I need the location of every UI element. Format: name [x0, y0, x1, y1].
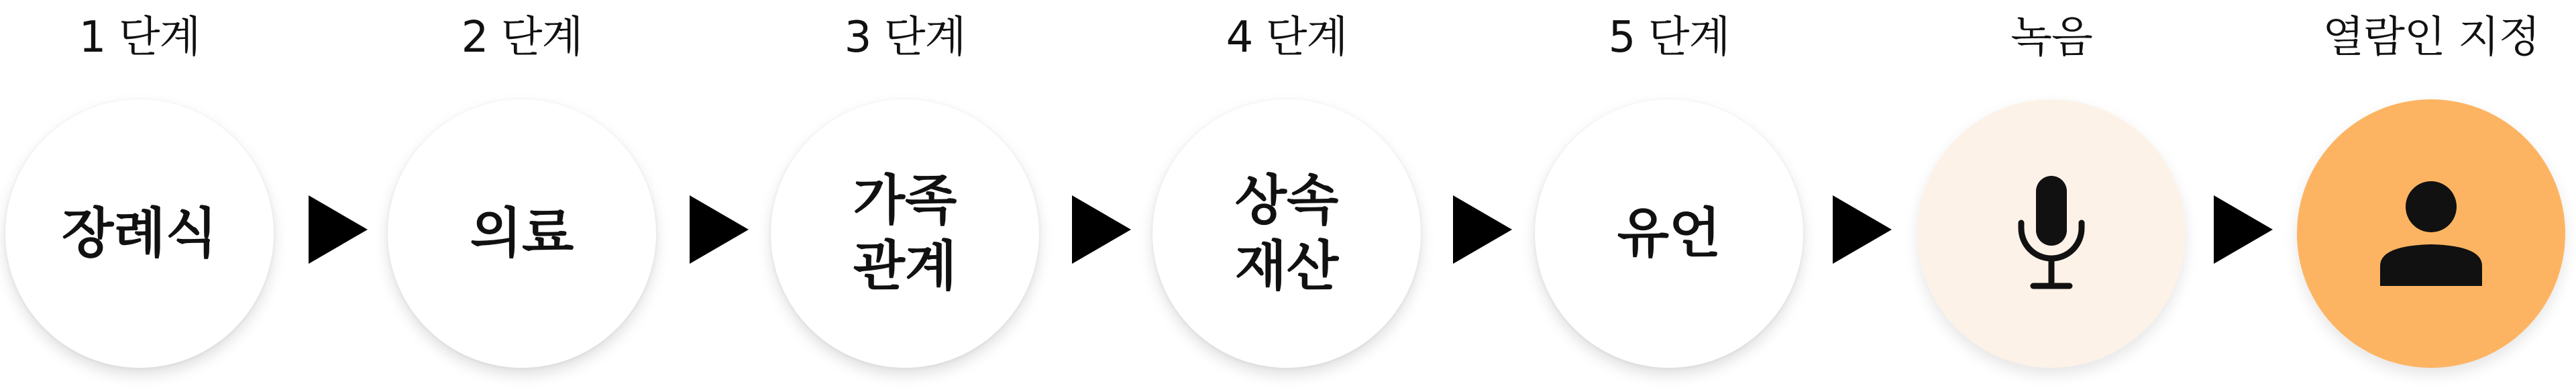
step-4 — [1147, 0, 1426, 392]
step-5 — [1529, 0, 1809, 392]
record-button[interactable] — [1917, 99, 2186, 368]
step-4-label: 4 단계 — [1226, 13, 1348, 62]
step-3 — [765, 0, 1044, 392]
microphone-icon — [2015, 173, 2088, 294]
step-2 — [382, 0, 661, 392]
step-3-text: 가족 관계 — [853, 169, 957, 297]
step-5-text: 유언 — [1617, 202, 1721, 265]
step-3-button[interactable] — [771, 99, 1039, 368]
step-1-text: 장례식 — [62, 202, 217, 265]
arrow-right-icon — [1453, 195, 1512, 264]
step-1-button[interactable] — [5, 99, 274, 368]
arrow-right-icon — [1833, 195, 1892, 264]
viewer-step — [2292, 0, 2571, 392]
step-2-button[interactable] — [388, 99, 656, 368]
step-2-text: 의료 — [470, 202, 574, 265]
arrow-right-icon — [2214, 195, 2273, 264]
step-5-button[interactable] — [1535, 99, 1803, 368]
step-2-label: 2 단계 — [461, 13, 583, 62]
step-1-label: 1 단계 — [78, 13, 201, 62]
step-5-label: 5 단계 — [1608, 13, 1730, 62]
step-4-text: 상속 재산 — [1234, 169, 1339, 297]
step-4-button[interactable] — [1152, 99, 1421, 368]
recording-step — [1912, 0, 2191, 392]
recording-label: 녹음 — [2010, 13, 2092, 62]
step-3-label: 3 단계 — [844, 13, 966, 62]
arrow-right-icon — [690, 195, 749, 264]
person-icon — [2377, 180, 2485, 287]
assign-viewer-button[interactable] — [2297, 99, 2565, 368]
arrow-right-icon — [1072, 195, 1131, 264]
viewer-label: 열람인 지정 — [2322, 13, 2540, 62]
arrow-right-icon — [309, 195, 368, 264]
step-1 — [0, 0, 279, 392]
